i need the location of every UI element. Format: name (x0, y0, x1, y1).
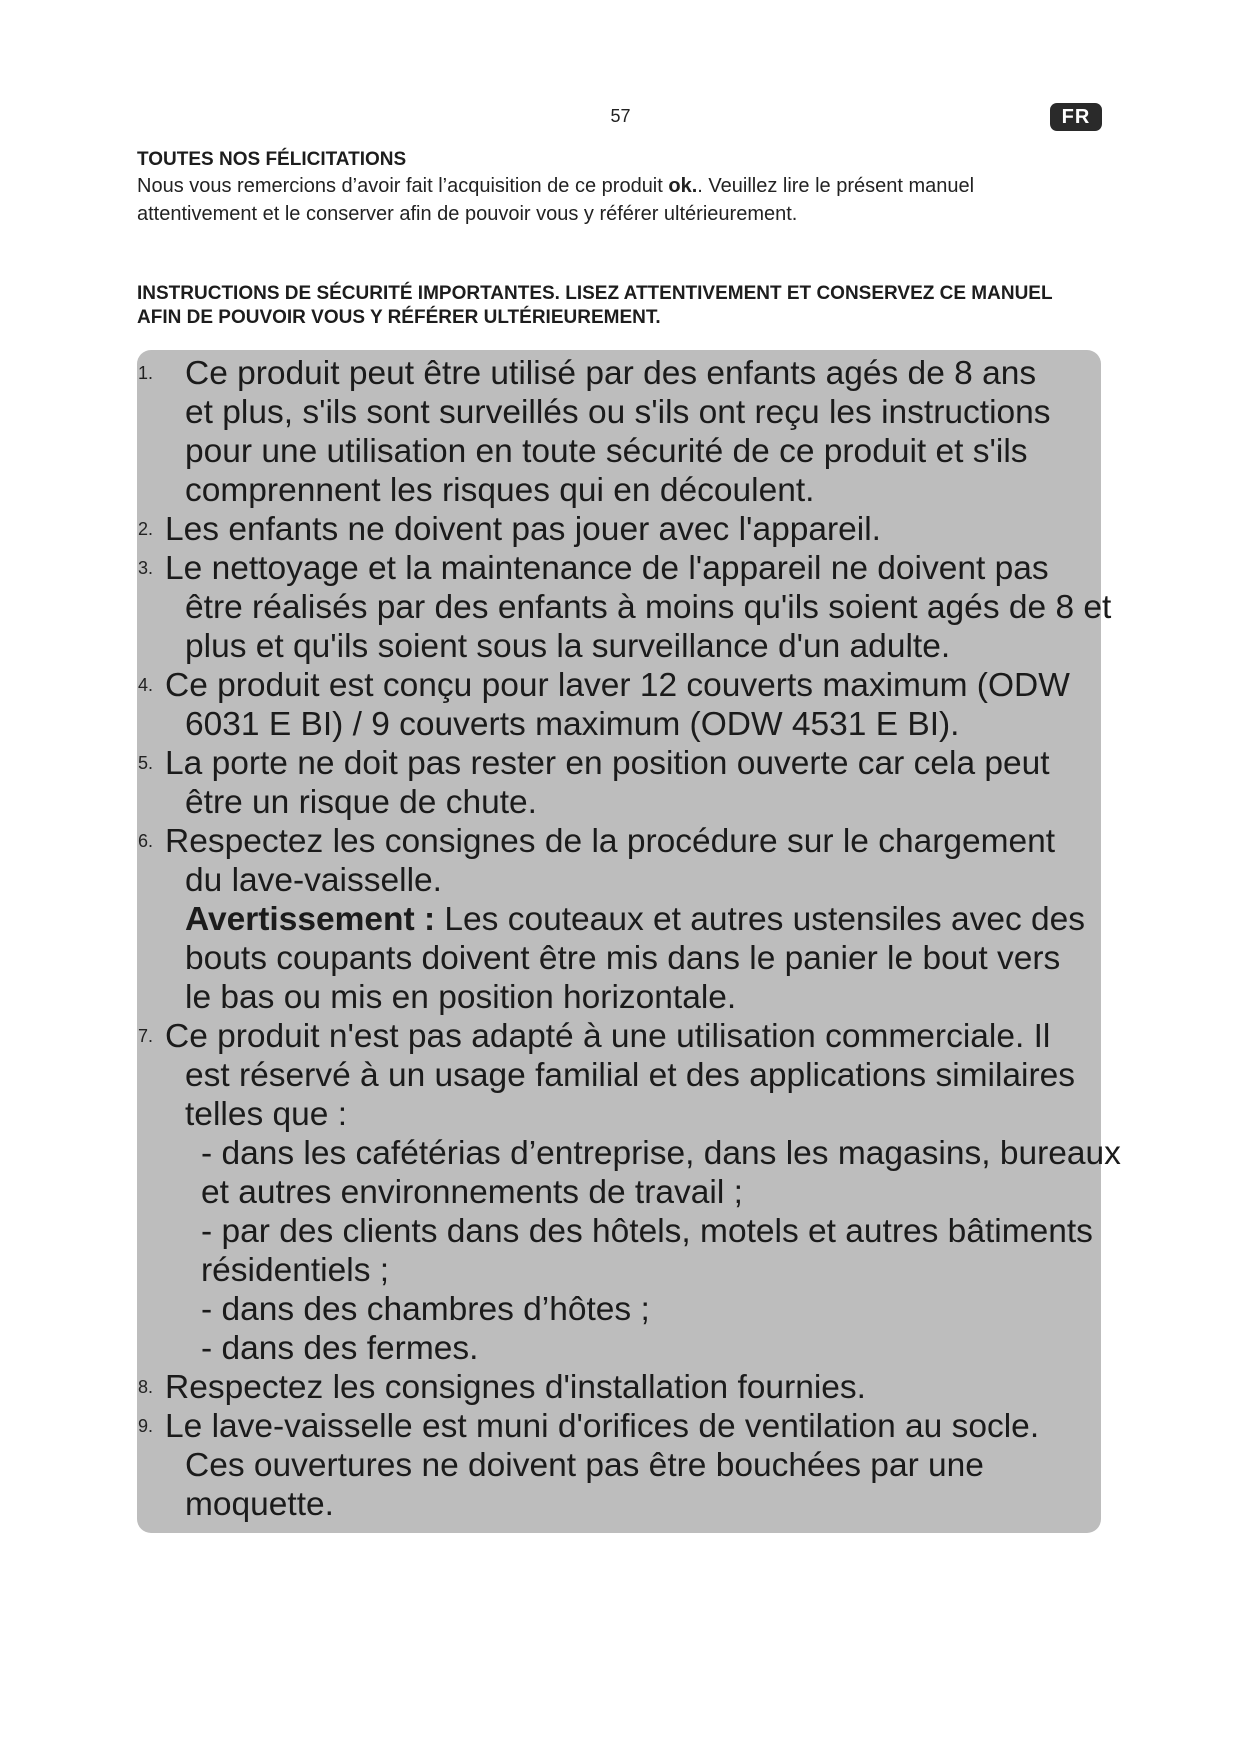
item-line: 6031 E BI) / 9 couverts maximum (ODW 4531 E BI). (185, 706, 960, 743)
warning-line (185, 900, 1137, 939)
safety-list (137, 354, 1137, 1524)
intro-text-end: . Veuillez lire le présent manuel attentivement et le conserver afin de pouvoir vous y référer ultérieurement. (137, 175, 975, 225)
safety-item-9 (137, 1407, 1137, 1524)
item-line: Le lave-vaisselle est muni d'orifices de ventilation au socle. (165, 1408, 1040, 1445)
item-line: Les enfants ne doivent pas jouer avec l'appareil. (165, 511, 881, 548)
item-line: Ce produit n'est pas adapté à une utilisation commerciale. Il (165, 1018, 1051, 1055)
item-line: être réalisés par des enfants à moins qu'ils soient agés de 8 et (185, 589, 1112, 626)
language-badge: FR (1050, 103, 1102, 131)
item-number: 5. (138, 753, 154, 773)
item-line: Le nettoyage et la maintenance de l'appareil ne doivent pas (165, 550, 1049, 587)
item-line: Respectez les consignes d'installation fournies. (165, 1369, 866, 1406)
item-number: 6. (138, 831, 154, 851)
safety-item-3 (137, 549, 1137, 666)
safety-item-6 (137, 822, 1137, 1017)
safety-heading: INSTRUCTIONS DE SÉCURITÉ IMPORTANTES. LISEZ ATTENTIVEMENT ET CONSERVEZ CE MANUEL AFIN DE POUVOIR VOUS Y RÉFÉRER ULTÉRIEUREMENT. (137, 283, 1053, 328)
warning-text: bouts coupants doivent être mis dans le panier le bout vers (185, 940, 1061, 977)
item-number: 2. (138, 519, 154, 539)
sub-line: - dans des fermes. (201, 1330, 479, 1367)
warning-text: le bas ou mis en position horizontale. (185, 979, 737, 1016)
item-line: Ce produit est conçu pour laver 12 couverts maximum (ODW (165, 667, 1070, 704)
item-line: du lave-vaisselle. (185, 862, 442, 899)
item-number: 8. (138, 1377, 154, 1397)
sub-line: résidentiels ; (201, 1252, 390, 1289)
item-number: 3. (138, 558, 154, 578)
sub-line: - par des clients dans des hôtels, motels et autres bâtiments (201, 1213, 1093, 1250)
safety-item-7 (137, 1017, 1137, 1368)
warning-label: Avertissement : (185, 901, 436, 938)
item-number: 7. (138, 1026, 154, 1046)
safety-item-8 (137, 1368, 1137, 1407)
item-line: La porte ne doit pas rester en position ouverte car cela peut (165, 745, 1050, 782)
item-line: et plus, s'ils sont surveillés ou s'ils ont reçu les instructions (185, 394, 1051, 431)
sub-line: et autres environnements de travail ; (201, 1174, 743, 1211)
item-line: est réservé à un usage familial et des applications similaires (185, 1057, 1076, 1094)
intro-title: TOUTES NOS FÉLICITATIONS (137, 149, 407, 170)
intro-text-start: Nous vous remercions d’avoir fait l’acquisition de ce produit (137, 175, 669, 197)
sub-line: - dans des chambres d’hôtes ; (201, 1291, 650, 1328)
warning-text: Les couteaux et autres ustensiles avec des (435, 901, 1086, 938)
item-line: moquette. (185, 1486, 334, 1523)
item-number: 4. (138, 675, 154, 695)
item-line: pour une utilisation en toute sécurité de ce produit et s'ils (185, 433, 1028, 470)
item-line: Ce produit peut être utilisé par des enfants agés de 8 ans (185, 355, 1037, 392)
item-line: comprennent les risques qui en découlent. (185, 472, 815, 509)
safety-item-4 (137, 666, 1137, 744)
item-line: Ces ouvertures ne doivent pas être bouchées par une (185, 1447, 984, 1484)
page-number: 57 (610, 106, 631, 126)
sub-line: - dans les cafétérias d’entreprise, dans les magasins, bureaux (201, 1135, 1121, 1172)
safety-item-2 (137, 510, 1137, 549)
item-number: 9. (138, 1416, 154, 1436)
safety-item-5 (137, 744, 1137, 822)
item-line: Respectez les consignes de la procédure sur le chargement (165, 823, 1056, 860)
intro-section (137, 148, 1097, 228)
item-line: plus et qu'ils soient sous la surveillance d'un adulte. (185, 628, 951, 665)
brand-name: ok. (668, 175, 698, 197)
item-number: 1. (138, 363, 154, 383)
item-line: telles que : (185, 1096, 348, 1133)
intro-text (137, 172, 1097, 228)
safety-item-1 (137, 354, 1137, 510)
item-line: être un risque de chute. (185, 784, 537, 821)
